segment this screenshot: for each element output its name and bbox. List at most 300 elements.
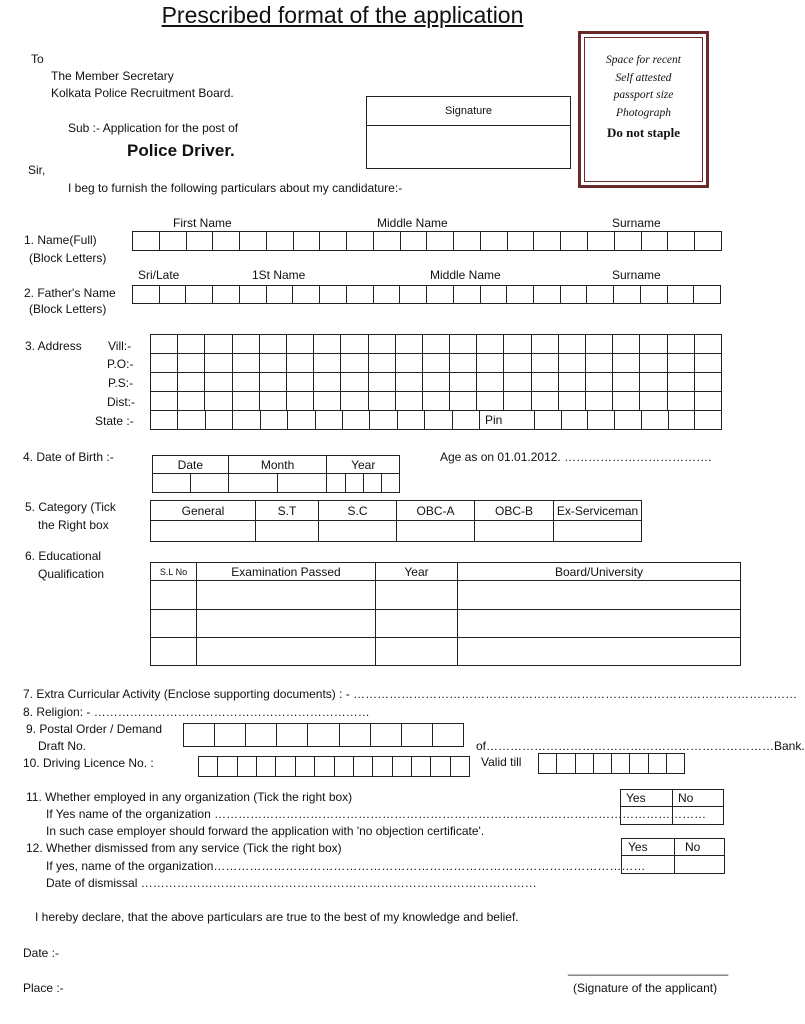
letter-box[interactable] [373,757,392,776]
letter-box[interactable] [668,373,695,391]
letter-box[interactable] [532,354,559,372]
letter-box[interactable] [178,411,205,429]
letter-box[interactable] [276,757,295,776]
address-po-label: P.O:- [107,357,134,371]
letter-box[interactable] [347,286,374,303]
letter-box[interactable] [133,286,160,303]
letter-box[interactable] [260,373,287,391]
letter-box[interactable] [695,335,721,353]
address-vill-label: Vill:- [108,339,132,353]
letter-box[interactable] [260,354,287,372]
letter-box[interactable] [233,354,260,372]
photo-line4: Photograph [616,106,671,119]
letter-box[interactable] [557,754,575,773]
address-po-grid[interactable] [150,353,722,373]
letter-box[interactable] [240,286,267,303]
letter-box[interactable] [184,724,215,746]
name-middle-header: Middle Name [377,216,448,230]
letter-box[interactable] [371,724,402,746]
letter-box[interactable] [425,411,452,429]
letter-box[interactable] [594,754,612,773]
letter-box[interactable] [454,286,481,303]
letter-box[interactable] [532,392,559,410]
address-ps-grid[interactable] [150,372,722,392]
dob-cell[interactable] [345,474,363,493]
category-tick-box[interactable] [397,521,475,542]
letter-box[interactable] [287,335,314,353]
letter-box[interactable] [668,232,695,250]
letter-box[interactable] [588,232,615,250]
letter-box[interactable] [314,373,341,391]
dob-table[interactable] [152,455,400,493]
letter-box[interactable] [402,724,433,746]
letter-box[interactable] [477,392,504,410]
name-first-header: First Name [173,216,232,230]
licence-grid[interactable] [198,756,470,777]
q11-yes-box[interactable] [621,807,673,825]
letter-box[interactable] [215,724,246,746]
letter-box[interactable] [287,392,314,410]
address-dist-label: Dist:- [107,395,135,409]
category-table[interactable] [150,500,642,542]
q12-yes-label: Yes [622,839,675,856]
letter-box[interactable] [640,335,667,353]
education-cell[interactable] [197,581,376,610]
letter-box[interactable] [477,354,504,372]
letter-box[interactable] [615,232,642,250]
letter-box[interactable] [641,286,668,303]
letter-box[interactable] [642,411,669,429]
dob-cell[interactable] [363,474,381,493]
signature-box[interactable] [366,96,571,169]
letter-box[interactable] [151,392,178,410]
letter-box[interactable] [293,286,320,303]
education-label-sub: Qualification [38,567,105,581]
letter-box[interactable] [613,335,640,353]
letter-box[interactable] [561,286,588,303]
letter-box[interactable] [396,373,423,391]
address-vill-grid[interactable] [150,334,722,354]
father-first-header: 1St Name [252,268,306,282]
letter-box[interactable] [151,335,178,353]
letter-box[interactable] [260,335,287,353]
education-header-exam: Examination Passed [197,563,376,581]
letter-box[interactable] [613,373,640,391]
letter-box[interactable] [370,411,397,429]
category-obc-b: OBC-B [475,501,554,521]
address-label: 3. Address [25,339,82,353]
place-label: Place :- [23,981,64,995]
letter-box[interactable] [561,232,588,250]
education-cell[interactable] [151,610,197,638]
applicant-signature-label: (Signature of the applicant) [573,981,718,995]
dob-label: 4. Date of Birth :- [23,450,114,464]
letter-box[interactable] [450,373,477,391]
letter-box[interactable] [218,757,237,776]
letter-box[interactable] [315,757,334,776]
letter-box[interactable] [178,354,205,372]
postal-order-grid[interactable] [183,723,464,747]
letter-box[interactable] [508,232,535,250]
letter-box[interactable] [453,411,479,429]
age-line: Age as on 01.01.2012. ………………………………. [440,450,712,464]
letter-box[interactable] [423,354,450,372]
bank-line: of………………………………………………………………Bank. [476,739,805,753]
letter-box[interactable] [374,232,401,250]
letter-box[interactable] [133,232,160,250]
letter-box[interactable] [205,392,232,410]
letter-box[interactable] [695,411,721,429]
category-st: S.T [256,501,319,521]
father-label: 2. Father's Name [24,286,116,300]
letter-box[interactable] [477,335,504,353]
letter-box[interactable] [261,411,288,429]
letter-box[interactable] [287,373,314,391]
address-dist-grid[interactable] [150,391,722,411]
letter-box[interactable] [320,286,347,303]
letter-box[interactable] [431,757,450,776]
q11-noc-note: In such case employer should forward the application with 'no objection certificate'. [46,824,485,838]
letter-box[interactable] [640,392,667,410]
name-label-sub: (Block Letters) [29,251,107,265]
letter-box[interactable] [288,411,315,429]
father-middle-header: Middle Name [430,268,501,282]
letter-box[interactable] [695,392,721,410]
letter-box[interactable] [401,232,428,250]
letter-box[interactable] [477,373,504,391]
letter-box[interactable] [427,232,454,250]
letter-box[interactable] [335,757,354,776]
letter-box[interactable] [507,286,534,303]
letter-box[interactable] [178,392,205,410]
photo-line2: Self attested [615,71,672,84]
name-surname-header: Surname [612,216,661,230]
letter-box[interactable] [532,335,559,353]
letter-box[interactable] [534,232,561,250]
letter-box[interactable] [308,724,339,746]
letter-box[interactable] [613,392,640,410]
letter-box[interactable] [559,354,586,372]
letter-box[interactable] [586,392,613,410]
letter-box[interactable] [562,411,589,429]
letter-box[interactable] [614,286,641,303]
letter-box[interactable] [423,392,450,410]
education-cell[interactable] [151,638,197,666]
education-header-year: Year [376,563,458,581]
photo-line5: Do not staple [607,125,680,140]
letter-box[interactable] [454,232,481,250]
letter-box[interactable] [206,411,233,429]
letter-box[interactable] [412,757,431,776]
education-cell[interactable] [197,610,376,638]
letter-box[interactable] [233,411,260,429]
q12-text: 12. Whether dismissed from any service (Tick the right box) [26,841,342,855]
address-state-grid[interactable] [150,410,480,430]
letter-box[interactable] [586,373,613,391]
letter-box[interactable] [396,392,423,410]
letter-box[interactable] [613,354,640,372]
q12-no-box[interactable] [675,856,725,874]
letter-box[interactable] [396,335,423,353]
letter-box[interactable] [178,335,205,353]
q11-no-label: No [673,790,724,807]
father-srilate-header: Sri/Late [138,268,180,282]
letter-box[interactable] [178,373,205,391]
letter-box[interactable] [238,757,257,776]
q12-organization-line: If yes, name of the organization……………………………………………………………………………………………… [46,859,646,873]
letter-box[interactable] [451,757,469,776]
address-pin-label: Pin [485,413,503,427]
letter-box[interactable] [481,232,508,250]
letter-box[interactable] [695,232,721,250]
letter-box[interactable] [433,724,463,746]
letter-box[interactable] [504,335,531,353]
dob-cell[interactable] [190,474,228,493]
valid-till-label: Valid till [481,755,522,769]
father-surname-header: Surname [612,268,661,282]
dob-cell[interactable] [327,474,345,493]
letter-box[interactable] [187,232,214,250]
letter-box[interactable] [667,754,684,773]
address-pin-box[interactable] [479,410,535,430]
letter-box[interactable] [504,354,531,372]
category-tick-box[interactable] [554,521,642,542]
letter-box[interactable] [160,232,187,250]
education-cell[interactable] [458,638,741,666]
letter-box[interactable] [393,757,412,776]
to-label: To [31,52,44,66]
education-table[interactable] [150,562,741,666]
letter-box[interactable] [642,232,669,250]
category-label-sub: the Right box [38,518,109,532]
valid-till-grid[interactable] [538,753,685,774]
dob-date-header: Date [153,456,229,474]
letter-box[interactable] [695,373,721,391]
letter-box[interactable] [630,754,648,773]
letter-box[interactable] [576,754,594,773]
letter-box[interactable] [314,335,341,353]
education-header-slno: S.L No [151,563,197,581]
letter-box[interactable] [640,354,667,372]
category-sc: S.C [319,501,397,521]
education-header-board: Board/University [458,563,741,581]
dob-cell[interactable] [153,474,191,493]
addressee-line2: Kolkata Police Recruitment Board. [51,86,234,100]
q11-no-box[interactable] [673,807,724,825]
letter-box[interactable] [615,411,642,429]
education-cell[interactable] [197,638,376,666]
letter-box[interactable] [559,392,586,410]
father-grid[interactable] [132,285,721,304]
letter-box[interactable] [369,354,396,372]
education-cell[interactable] [151,581,197,610]
letter-box[interactable] [369,392,396,410]
dob-cell[interactable] [278,474,327,493]
letter-box[interactable] [398,411,425,429]
q11-yes-no-table[interactable] [620,789,724,825]
letter-box[interactable] [205,335,232,353]
postal-order-label-sub: Draft No. [38,739,87,753]
letter-box[interactable] [267,232,294,250]
letter-box[interactable] [160,286,187,303]
letter-box[interactable] [233,392,260,410]
letter-box[interactable] [504,373,531,391]
name-label: 1. Name(Full) [24,233,97,247]
religion-line: 8. Religion: - …………………………………………………………… [23,705,370,719]
letter-box[interactable] [294,232,321,250]
education-label: 6. Educational [25,549,102,563]
letter-box[interactable] [320,232,347,250]
address-ps-label: P.S:- [108,376,134,390]
letter-box[interactable] [450,392,477,410]
q12-dismissal-date-line: Date of dismissal ……………………………………………………………………………………… [46,876,537,890]
letter-box[interactable] [347,232,374,250]
q12-no-label: No [675,839,725,856]
letter-box[interactable] [374,286,401,303]
dob-cell[interactable] [228,474,277,493]
letter-box[interactable] [213,286,240,303]
letter-box[interactable] [694,286,720,303]
address-pin-grid[interactable] [534,410,722,430]
signature-label: Signature [367,97,570,126]
letter-box[interactable] [314,354,341,372]
extra-curricular-line: 7. Extra Curricular Activity (Enclose supporting documents) : - ………………………………………………………………………………………………… [23,687,798,701]
declaration-text: I hereby declare, that the above particulars are true to the best of my knowledge and belief. [35,910,519,924]
dob-month-header: Month [228,456,327,474]
letter-box[interactable] [233,335,260,353]
letter-box[interactable] [199,757,218,776]
dob-cell[interactable] [381,474,399,493]
category-tick-box[interactable] [151,521,256,542]
category-general: General [151,501,256,521]
letter-box[interactable] [287,354,314,372]
address-state-label: State :- [95,414,134,428]
letter-box[interactable] [151,354,178,372]
letter-box[interactable] [539,754,557,773]
letter-box[interactable] [534,286,561,303]
letter-box[interactable] [240,232,267,250]
letter-box[interactable] [588,411,615,429]
letter-box[interactable] [246,724,277,746]
q11-yes-label: Yes [621,790,673,807]
letter-box[interactable] [267,286,294,303]
letter-box[interactable] [316,411,343,429]
letter-box[interactable] [423,373,450,391]
postal-order-label: 9. Postal Order / Demand [26,722,163,736]
name-grid[interactable] [132,231,722,251]
letter-box[interactable] [369,335,396,353]
letter-box[interactable] [233,373,260,391]
letter-box[interactable] [669,411,696,429]
letter-box[interactable] [559,335,586,353]
category-tick-box[interactable] [256,521,319,542]
letter-box[interactable] [213,232,240,250]
signature-line: ________________________ [568,962,729,976]
education-cell[interactable] [458,581,741,610]
education-cell[interactable] [458,610,741,638]
photo-line1: Space for recent [606,54,681,66]
subject-line: Sub :- Application for the post of [68,121,239,135]
education-cell[interactable] [376,638,458,666]
education-cell[interactable] [376,610,458,638]
letter-box[interactable] [450,335,477,353]
letter-box[interactable] [450,354,477,372]
letter-box[interactable] [532,373,559,391]
letter-box[interactable] [400,286,427,303]
letter-box[interactable] [314,392,341,410]
letter-box[interactable] [341,373,368,391]
letter-box[interactable] [640,373,667,391]
letter-box[interactable] [668,286,695,303]
letter-box[interactable] [586,354,613,372]
letter-box[interactable] [260,392,287,410]
page-title: Prescribed format of the application [161,2,524,28]
letter-box[interactable] [587,286,614,303]
letter-box[interactable] [586,335,613,353]
category-label: 5. Category (Tick [25,500,116,514]
post-title: Police Driver. [127,141,235,160]
letter-box[interactable] [151,373,178,391]
salutation: Sir, [28,163,46,177]
letter-box[interactable] [341,392,368,410]
letter-box[interactable] [559,373,586,391]
education-cell[interactable] [376,581,458,610]
photo-box[interactable] [578,31,709,188]
category-ex-serviceman: Ex-Serviceman [554,501,642,521]
letter-box[interactable] [668,335,695,353]
letter-box[interactable] [668,392,695,410]
letter-box[interactable] [649,754,667,773]
q11-text: 11. Whether employed in any organization (Tick the right box) [26,790,353,804]
category-tick-box[interactable] [319,521,397,542]
dob-year-header: Year [327,456,400,474]
letter-box[interactable] [695,354,721,372]
letter-box[interactable] [340,724,371,746]
category-tick-box[interactable] [475,521,554,542]
letter-box[interactable] [427,286,454,303]
letter-box[interactable] [369,373,396,391]
letter-box[interactable] [668,354,695,372]
intro-text: I beg to furnish the following particulars about my candidature:- [68,181,403,195]
photo-line3: passport size [613,89,674,101]
letter-box[interactable] [504,392,531,410]
letter-box[interactable] [341,354,368,372]
letter-box[interactable] [151,411,178,429]
letter-box[interactable] [343,411,370,429]
q12-yes-no-table[interactable] [621,838,725,874]
licence-label: 10. Driving Licence No. : [23,756,154,770]
letter-box[interactable] [205,354,232,372]
letter-box[interactable] [277,724,308,746]
letter-box[interactable] [205,373,232,391]
category-obc-a: OBC-A [397,501,475,521]
date-label: Date :- [23,946,60,960]
letter-box[interactable] [612,754,630,773]
letter-box[interactable] [186,286,213,303]
letter-box[interactable] [481,286,508,303]
father-label-sub: (Block Letters) [29,302,107,316]
letter-box[interactable] [423,335,450,353]
letter-box[interactable] [257,757,276,776]
q11-organization-line: If Yes name of the organization …………………………………………………………………………………………………………… [46,807,707,821]
letter-box[interactable] [341,335,368,353]
q12-yes-box[interactable] [622,856,675,874]
addressee-line1: The Member Secretary [51,69,174,83]
letter-box[interactable] [354,757,373,776]
letter-box[interactable] [535,411,562,429]
letter-box[interactable] [296,757,315,776]
letter-box[interactable] [396,354,423,372]
